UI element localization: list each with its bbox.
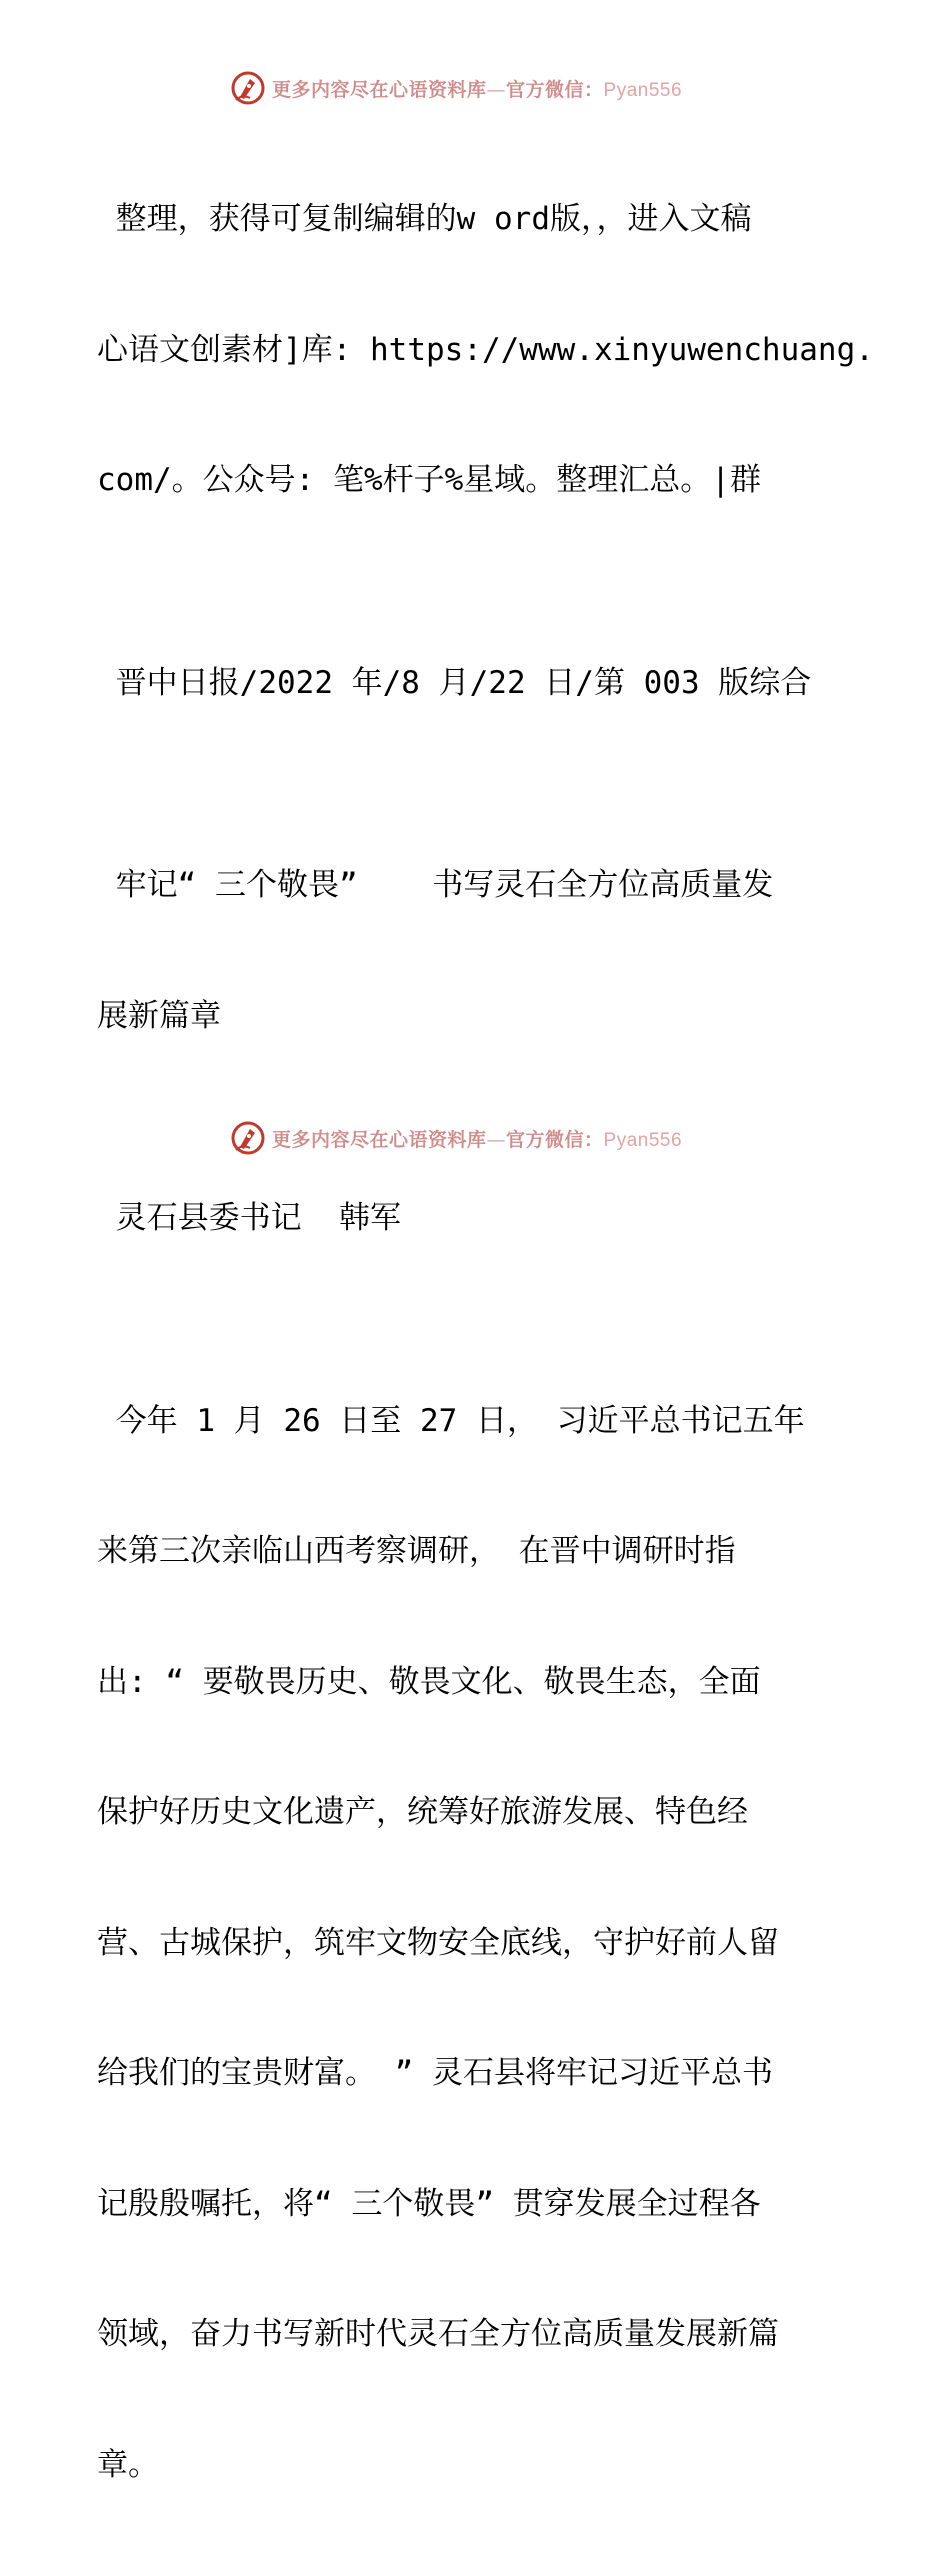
header-watermark	[230, 68, 750, 108]
watermark-site: 更多内容尽在心语资料库	[272, 79, 487, 101]
watermark-site: 更多内容尽在心语资料库	[272, 1129, 487, 1151]
byline-text: 灵石县委书记 韩军	[97, 1189, 857, 1248]
body-line: 领域，奋力书写新时代灵石全方位高质量发展新篇	[97, 2305, 857, 2364]
footer-watermark	[230, 1118, 750, 1158]
intro-paragraph	[97, 118, 857, 582]
document-content	[97, 118, 857, 2566]
body-line: 来第三次亲临山西考察调研， 在晋中调研时指	[97, 1522, 857, 1581]
headline-line: 展新篇章	[97, 987, 857, 1046]
body-line: 给我们的宝贵财富。 ” 灵石县将牢记习近平总书	[97, 2044, 857, 2103]
body-line: 出: “ 要敬畏历史、敬畏文化、敬畏生态，全面	[97, 1653, 857, 1712]
body-line: 营、古城保护，筑牢文物安全底线，守护好前人留	[97, 1914, 857, 1973]
watermark-wechat-label: 官方微信：	[506, 1129, 604, 1151]
headline-line: 牢记“ 三个敬畏” 书写灵石全方位高质量发	[97, 856, 857, 915]
watermark-wechat-label: 官方微信：	[506, 79, 604, 101]
watermark-text	[272, 75, 682, 102]
watermark-wechat-id: Pyan556	[604, 1130, 683, 1151]
intro-line: com/。公众号: 笔%杆子%星域。整理汇总。|群	[97, 451, 857, 510]
watermark-separator: —	[487, 79, 507, 101]
intro-line: 心语文创素材]库: https://www.xinyuwenchuang.	[97, 321, 857, 380]
watermark-text	[272, 1125, 682, 1152]
pen-nib-logo-icon	[230, 70, 266, 106]
source-text: 晋中日报/2022 年/8 月/22 日/第 003 版综合	[97, 654, 857, 713]
body-line: 章。	[97, 2436, 857, 2495]
body-line: 保护好历史文化遗产，统筹好旅游发展、特色经	[97, 1783, 857, 1842]
pen-nib-logo-icon	[230, 1120, 266, 1156]
source-line	[97, 582, 857, 785]
watermark-wechat-id: Pyan556	[604, 80, 683, 101]
body-line: 记殷殷嘱托，将“ 三个敬畏” 贯穿发展全过程各	[97, 2175, 857, 2234]
watermark-separator: —	[487, 1129, 507, 1151]
article-body	[97, 1320, 857, 2566]
intro-line: 整理，获得可复制编辑的w ord版，，进入文稿	[97, 190, 857, 249]
document-page	[0, 0, 950, 1230]
body-line: 今年 1 月 26 日至 27 日， 习近平总书记五年	[97, 1392, 857, 1451]
article-headline	[97, 784, 857, 1117]
